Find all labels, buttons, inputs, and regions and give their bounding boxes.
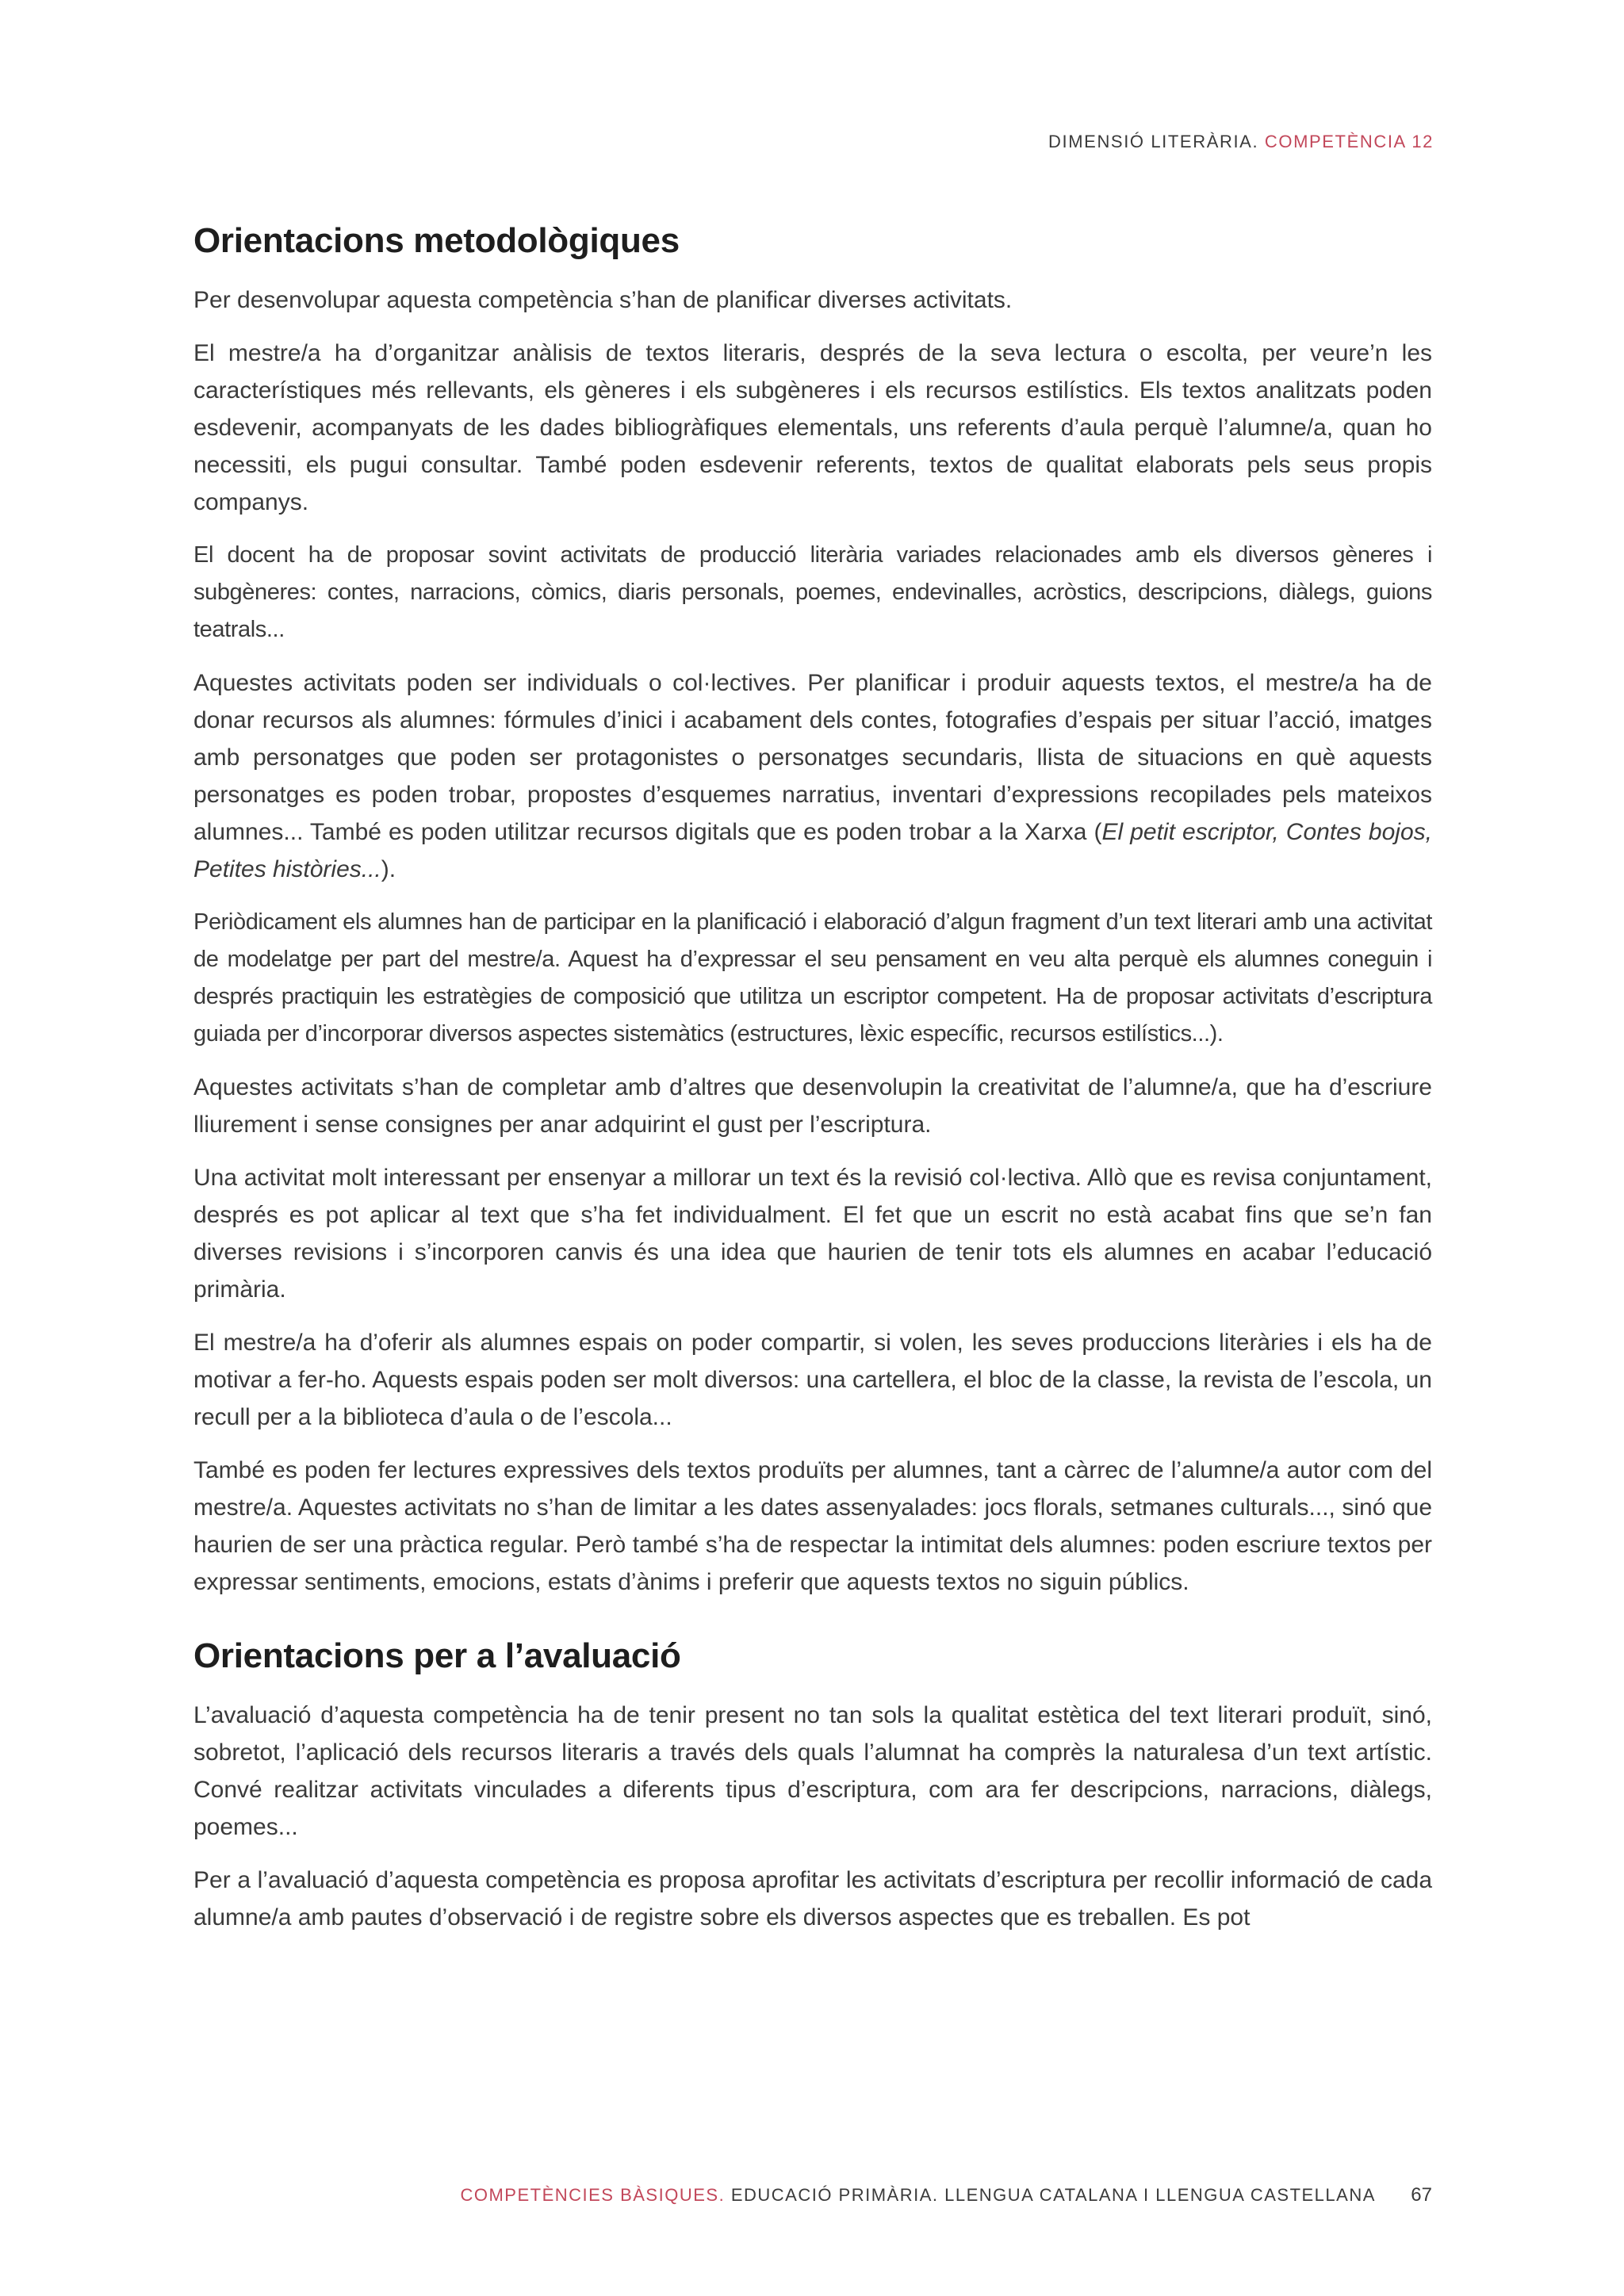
italic-titles: El petit escriptor, Contes bojos, Petites històries... — [193, 818, 1432, 882]
header-section: DIMENSIÓ LITERÀRIA. — [1048, 132, 1259, 151]
paragraph: Aquestes activitats s’han de completar amb d’altres que desenvolupin la creativitat de l’alumne/a, que ha d’escriure lliurement i sense consignes per anar adquirint el gust per l’escriptura. — [193, 1073, 1432, 1138]
page-number: 67 — [1411, 2184, 1432, 2206]
footer-subject: EDUCACIÓ PRIMÀRIA. LLENGUA CATALANA I LLENGUA CASTELLANA — [730, 2185, 1375, 2205]
paragraph: El mestre/a ha d’organitzar anàlisis de textos literaris, després de la seva lectura o escolta, per veure’n les característiques més rellevants, els gèneres i els subgèneres i els recursos estilístics. Els textos analitzats poden esdevenir, acompanyats de les dades bibliogràfiques elementals, uns referents d’aula perquè l’alumne/a, quan ho necessiti, els pugui consultar. També poden esdevenir referents, textos de qualitat elaborats pels seus propis companys. — [193, 339, 1432, 515]
paragraph-with-italic — [193, 664, 1432, 888]
section-title-methodology: Orientacions metodològiques — [193, 221, 680, 260]
paragraph: L’avaluació d’aquesta competència ha de tenir present no tan sols la qualitat estètica del text literari produït, sinó, sobretot, l’aplicació dels recursos literaris a través dels quals l’alumnat ha comprès la naturalesa d’un text artístic. Convé realitzar activitats vinculades a diferents tipus d’escriptura, com ara fer descripcions, narracions, diàlegs, poemes... — [193, 1701, 1432, 1840]
paragraph: Periòdicament els alumnes han de participar en la planificació i elaboració d’algun fragment d’un text literari amb una activitat de modelatge per part del mestre/a. Aquest ha d’expressar el seu pensament en veu alta perquè els alumnes coneguin i després practiquin les estratègies de composició que utilitza un escriptor competent. Ha de proposar activitats d’escriptura guiada per d’incorporar diversos aspectes sistemàtics (estructures, lèxic específic, recursos estilístics...). — [193, 909, 1432, 1047]
paragraph-text: Aquestes activitats poden ser individuals o col·lectives. Per planificar i produir aquests textos, el mestre/a ha de donar recursos als alumnes: fórmules d’inici i acabament dels contes, fotografies d’espais per situar l’acció, imatges amb personatges que poden ser protagonistes o personatges secundaris, llista de situacions en què aquests personatges es poden trobar, propostes d’esquemes narratius, inventari d’expressions recopilades pels mateixos alumnes... També es poden utilitzar recursos digitals que es poden trobar a la Xarxa ( — [193, 669, 1432, 845]
paragraph: També es poden fer lectures expressives dels textos produïts per alumnes, tant a càrrec de l’alumne/a autor com del mestre/a. Aquestes activitats no s’han de limitar a les dates assenyalades: jocs florals, setmanes culturals..., sinó que haurien de ser una pràctica regular. Però també s’ha de respectar la intimitat dels alumnes: poden escriure textos per expressar sentiments, emocions, estats d’ànims i preferir que aquests textos no siguin públics. — [193, 1456, 1432, 1595]
running-header — [1048, 132, 1434, 152]
paragraph: El docent ha de proposar sovint activitats de producció literària variades relacionades amb els diversos gèneres i subgèneres: contes, narracions, còmics, diaris personals, poemes, endevinalles, acròstics, descripcions, diàlegs, guions teatrals... — [193, 541, 1432, 642]
paragraph: Una activitat molt interessant per ensenyar a millorar un text és la revisió col·lectiva. Allò que es revisa conjuntament, després es pot aplicar al text que s’ha fet individualment. El fet que un escrit no està acabat fins que se’n fan diverses revisions i s’incorporen canvis és una idea que haurien de tenir tots els alumnes en acabar l’educació primària. — [193, 1164, 1432, 1303]
paragraph-text: ). — [381, 855, 396, 882]
paragraph: El mestre/a ha d’oferir als alumnes espais on poder compartir, si volen, les seves produccions literàries i els ha de motivar a fer-ho. Aquests espais poden ser molt diversos: una cartellera, el bloc de la classe, la revista de l’escola, un recull per a la biblioteca d’aula o de l’escola... — [193, 1329, 1432, 1430]
section-title-evaluation: Orientacions per a l’avaluació — [193, 1636, 681, 1675]
header-competence: COMPETÈNCIA 12 — [1264, 132, 1434, 151]
paragraph: Per desenvolupar aquesta competència s’han de planificar diverses activitats. — [193, 286, 1013, 313]
paragraph: Per a l’avaluació d’aquesta competència es proposa aprofitar les activitats d’escriptura per recollir informació de cada alumne/a amb pautes d’observació i de registre sobre els diversos aspectes que es treballen. Es pot — [193, 1866, 1432, 1931]
footer-series: COMPETÈNCIES BÀSIQUES. — [460, 2185, 726, 2205]
page-content — [193, 220, 1432, 1952]
running-footer — [460, 2184, 1432, 2206]
